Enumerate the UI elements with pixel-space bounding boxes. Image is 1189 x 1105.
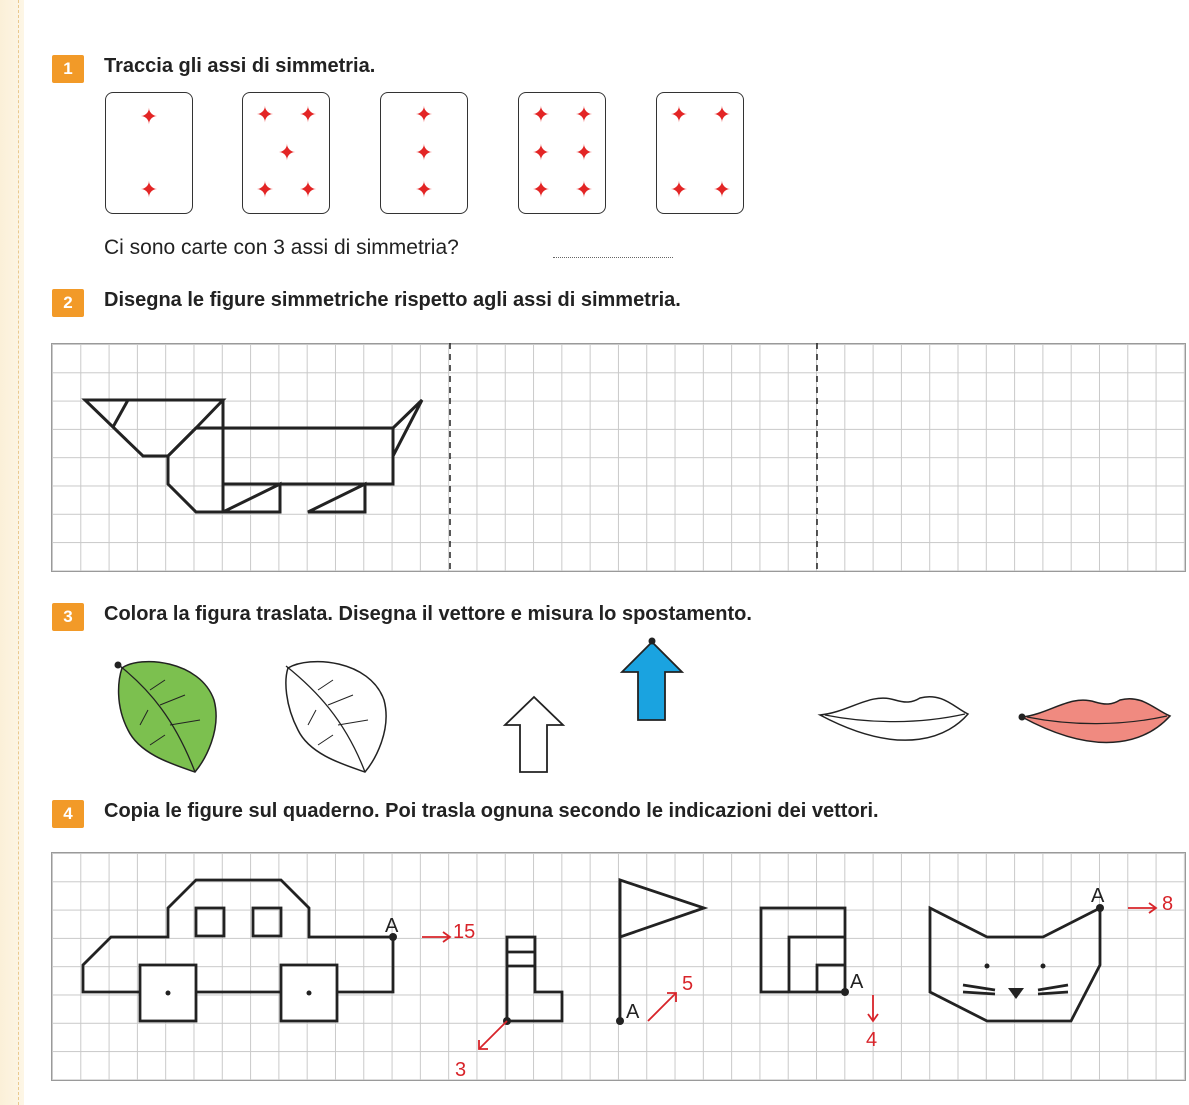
vector-label: 15 [453,921,476,943]
car-figure [83,880,393,1021]
point-label-a: A [626,1001,640,1023]
exercise-title-2: Disegna le figure simmetriche rispetto agli assi di simmetria. [104,289,681,311]
point-label-a: A [850,971,864,993]
exercise-number-2: 2 [52,289,84,317]
pip-icon: ✦ [531,140,551,165]
pip-icon: ✦ [574,140,594,165]
exercise-number-1: 1 [52,55,84,83]
pip-icon: ✦ [574,102,594,127]
pip-icon: ✦ [255,177,275,202]
exercise-title-3: Colora la figura traslata. Disegna il vettore e misura lo spostamento. [104,603,752,625]
vector-label: 5 [682,973,694,995]
cat-face-figure [930,908,1100,1021]
pip-icon: ✦ [712,102,732,127]
pip-icon: ✦ [712,177,732,202]
vector-label: 8 [1162,893,1174,915]
pip-icon: ✦ [414,140,434,165]
flag-figure [620,880,704,1021]
vector-label: 3 [455,1059,467,1081]
exercise-title-1: Traccia gli assi di simmetria. [104,55,376,77]
point-label-a: A [385,915,399,937]
exercise-number-4: 4 [52,800,84,828]
pip-icon: ✦ [574,177,594,202]
pip-icon: ✦ [255,102,275,127]
pip-icon: ✦ [139,104,159,129]
pip-icon: ✦ [298,102,318,127]
exercise-number-3: 3 [52,603,84,631]
pip-icon: ✦ [669,177,689,202]
boot-figure [507,937,562,1021]
vector-arrow [648,993,676,1021]
vector-arrow [479,1021,507,1049]
pip-icon: ✦ [277,140,297,165]
pip-icon: ✦ [531,102,551,127]
pip-icon: ✦ [414,177,434,202]
pip-icon: ✦ [139,177,159,202]
pip-icon: ✦ [531,177,551,202]
pip-icon: ✦ [414,102,434,127]
exercise-title-4: Copia le figure sul quaderno. Poi trasla ognuna secondo le indicazioni dei vettori. [104,800,879,822]
vector-label: 4 [866,1029,878,1051]
symmetry-question: Ci sono carte con 3 assi di simmetria? [104,236,459,259]
pip-icon: ✦ [669,102,689,127]
pip-icon: ✦ [298,177,318,202]
nested-squares-figure [761,908,845,992]
point-label-a: A [1091,885,1105,907]
